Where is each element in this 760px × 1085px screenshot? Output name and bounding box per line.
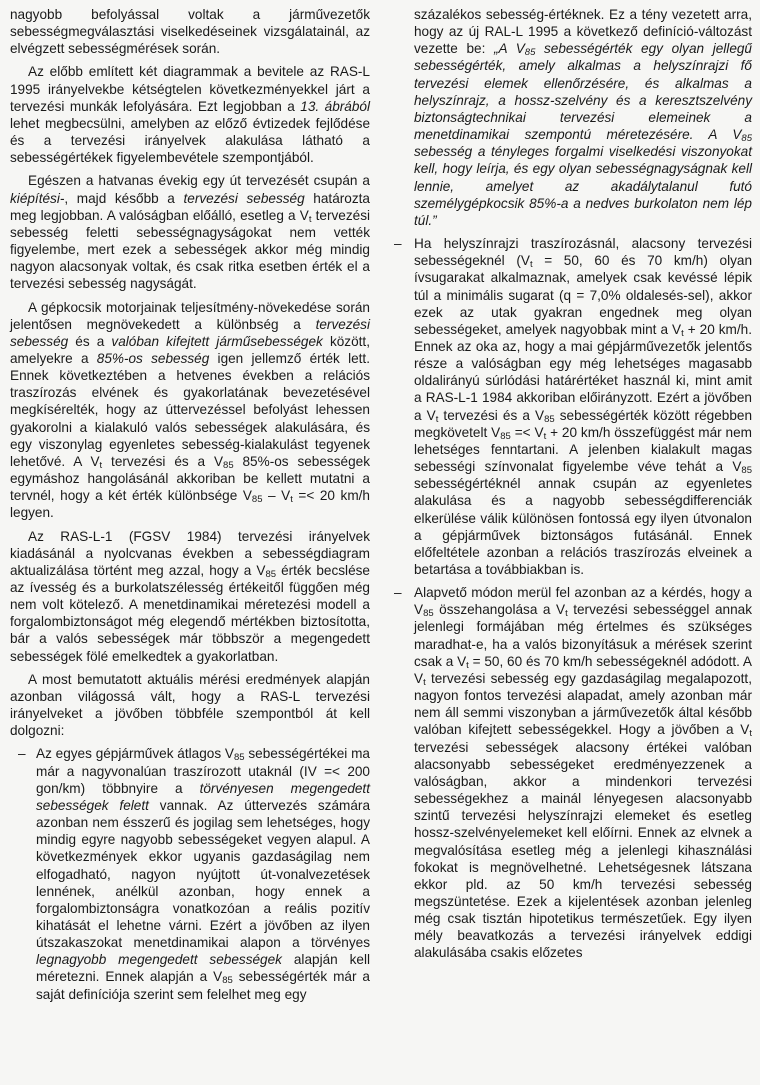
paragraph: Az RAS-L-1 (FGSV 1984) tervezési irányelvek kiadásánál a nyolcvanas években a sebességdiagram aktualizálása történt meg azzal, hogy a $V_{85}$ érték becslése az ívesség és a burkolatszélesség értékeitől függően még nem volt kötelező. A menetdinamikai méretezési modell a forgalombiztonságot még elegendő mértékben biztosította, bár a valós sebességek már többször a megengedett sebességek fölé emelkedtek a gyakorlatban. <box>10 528 370 664</box>
dash-bullet: – <box>18 746 26 762</box>
right-column <box>392 6 752 1085</box>
paragraph: A gépkocsik motorjainak teljesítmény-növekedése során jelentősen megnövekedett a különbség a tervezési sebesség és a valóban kifejtett járműsebességek között, amelyekre a 85%-os sebesség igen jellemző érték lett. Ennek következtében a hetvenes években a relációs traszírozás elvének és gyakorlatának bevezetésével megkísérelték, hogy az úttervezéssel befolyást lehessen gyakorolni a kialakuló valós sebességek alakulására, és egy viszonylag egyenletes sebesség-kialakulást tegyenek lehetővé. A $V_t$ tervezési és a $V_{85}$ 85%-os sebességek egymáshoz hangolásánál akkoriban be kellett mutatni a tervnél, hogy a két érték különbsége $V_{85} - V_t =< 20$ km/h legyen. <box>10 299 370 521</box>
left-column <box>10 6 370 1085</box>
list-item: – Ha helyszínrajzi traszírozásnál, alacsony tervezési sebességeknél ($V_t = 50$, 60 és 70 km/h) olyan ívsugarakat alkalmaznak, amelyek csak kevéssé lépik túl a minimális sugarat (q = 7,0% oldalesés-sel), akkor ezek az utak gyakran engednek meg olyan sebességeket, amelyek nagyobbak mint a $V_t + 20$ km/h. Ennek az oka az, hogy a mai gépjárművezetők jelentős része a valóságban egy még lehetséges magasabb oldalirányú súrlódási határértéket használ ki, mint amit a RAS-L-1 1984 akkoriban előirányzott. Ezért a jövőben a $V_t$ tervezési és a $V_{85}$ sebességérték között régebben megkövetelt $V_{85} =< V_t + 20$ km/h összefüggést már nem lehetséges fenntartani. A jelenben kialakult magas sebességi színvonalat figyelembe véve tehát a $V_{85}$ sebességértéknél annak csupán az egyenletes alakulása és a nagyobb sebességdifferenciák elkerülése válik különösen fontossá egy ilyen útvonalon a gépjárművek biztonságos futásánál. Ennek előfeltétele azonban a relációs traszírozás elveinek a betartása a továbbiakban is. <box>394 236 753 577</box>
list-item-continuation: százalékos sebesség-értéknek. Ez a tény vezetett arra, hogy az új RAL-L 1995 a következő definíció-változást vezette be: „A $V_{85}$ sebességérték egy olyan jellegű sebességérték, amely alkalmas a helyszínrajzi fő tervezési elemek ellenőrzésére, és alkalmas a helyszínrajz, a hossz-szelvény és a keresztszelvény biztonságtechnikai tervezési elemeinek a menetdinamikai szempontú méretezésére. A $V_{85}$ sebesség a tényleges forgalmi viselkedési viszonyokat kell, hogy leírja, és egy olyan sebességnagyságnak kell lennie, amelyet az akadálytalanul futó személygépkocsik 85%-a a nedves burkolaton nem lép túl.” <box>414 7 752 228</box>
paragraph: A most bemutatott aktuális mérési eredmények alapján azonban világossá vált, hogy a RAS-L tervezési irányelveket a jövőben többféle szempontból át kell dolgozni: <box>10 671 370 739</box>
paragraph: Egészen a hatvanas évekig egy út tervezését csupán a kiépítési-, majd később a tervezési sebesség határozta meg legjobban. A valóságban előálló, esetleg a $V_t$ tervezési sebesség feletti sebességnagyságokat nem vették figyelembe, mert ezek a sebességek akkor még mindig nagyon alacsonyak voltak, és csak ritka esetben érték el a tervezési sebesség nagyságát. <box>10 173 371 292</box>
paragraph: nagyobb befolyással voltak a járművezetők sebességmegválasztási viselkedéseinek vizsgálatainál, az elvégzett sebességmérések során. <box>10 7 370 57</box>
list-item: – Az egyes gépjárművek átlagos $V_{85}$ sebességértékei ma már a nagyvonalúan traszírozott utaknál (IV =< 200 gon/km) többnyire a törvényesen megengedett sebességek felett vannak. Az úttervezés számára azonban nem ésszerű és jogilag sem lehetséges, hogy mindig egyre nagyobb sebességeket vegyen alapul. A következmények ekkor ugyanis gazdaságilag nem elfogadható, nagyon nyújtott út-vonalvezetések lennének, anélkül azonban, hogy ennek a forgalombiztonságra vonatkozóan a reális pozitív kihatását el lehetne várni. Ezért a jövőben az ilyen útszakaszokat menetdinamikai alapon a törvényes legnagyobb megengedett sebességek alapján kell méretezni. Ennek alapján a $V_{85}$ sebességérték már a saját definíciója szerint sem felelhet meg egy <box>18 746 370 1002</box>
dash-bullet: – <box>394 236 402 252</box>
paragraph: Az előbb említett két diagrammak a bevitele az RAS-L 1995 irányelvekbe kétségtelen következményekkel járt a tervezési munkák lefolyására. Ezt legjobban a 13. ábrából lehet megbecsülni, amelyben az előző évtizedek fejlődése és a tervezési irányelvek alakulása látható a sebességértékek figyelembevétele szempontjából. <box>10 64 370 166</box>
list-item: – Alapvető módon merül fel azonban az a kérdés, hogy a $V_{85}$ összehangolása a $V_t$ tervezési sebességgel annak jelenlegi formájában még értelmes és szükséges maradhat-e, ha a valós bizonyításuk a mérések szerint csak a $V_t = 50$, 60 és 70 km/h sebességeknél adódott. A $V_t$ tervezési sebesség egy gazdaságilag megalapozott, nagyon fontos tervezési alapadat, amely azonban már nem áll semmi viszonyban a járművezetők által később valóban kifejtett sebességekkel. Hogy a jövőben a $V_t$ tervezési sebességek alacsony értékei valóban alacsonyabb sebességeket eredményezzenek a valóságban, akkor a mindenkori tervezési sebességekhez a mainál lényegesen alacsonyabb szintű tervezési helyszínrajzi elemeket és esetleg hossz-szelvényelemeket kell előírni. Ennek az elvnek a megvalósítása esetleg még a jelenlegi kihasználási fokokat is megnövelhetné. Lehetségesnek látszana ekkor pld. az 50 km/h tervezési sebesség megszüntetése. Ezek a kijelentések azonban jelenleg még csak tisztán hipotetikus természetűek. Egy ilyen mély beavatkozás a tervezési irányelvek eddigi alakulásába csakis előzetes <box>394 585 752 961</box>
dash-bullet: – <box>394 585 402 601</box>
